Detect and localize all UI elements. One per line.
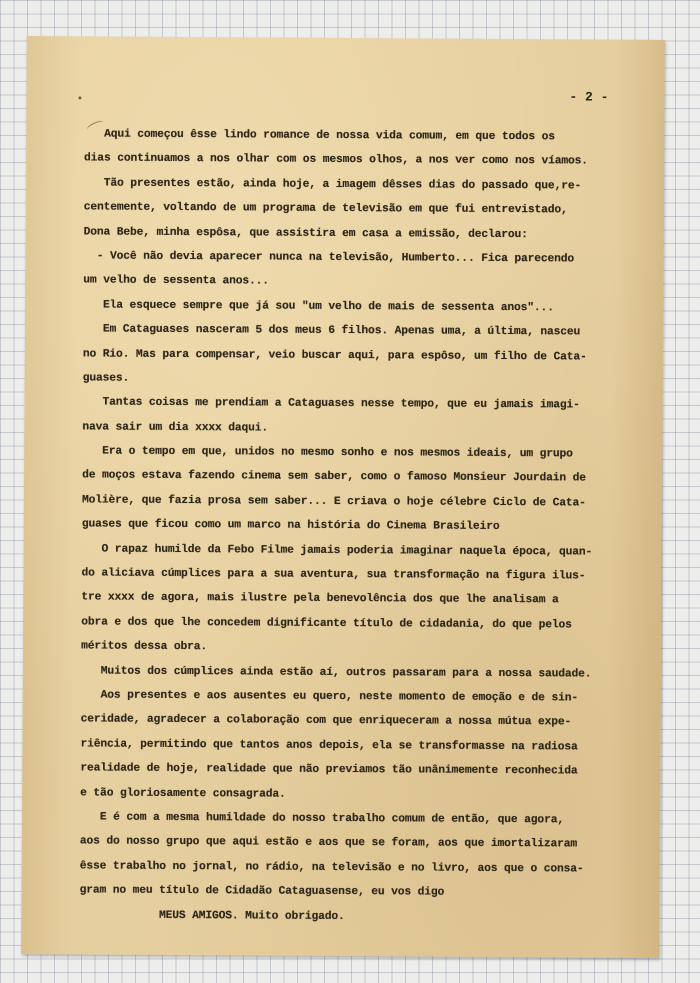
text-line: riência, permitindo que tantos anos depois, ela se transformasse na radiosa: [80, 738, 578, 754]
text-line: Dona Bebe, minha espôsa, que assistira em casa a emissão, declarou:: [83, 225, 528, 241]
text-line: MEUS AMIGOS. Muito obrigado.: [79, 908, 345, 923]
text-line: dias continuamos a nos olhar com os mesmos olhos, a nos ver como nos víamos.: [84, 152, 588, 168]
text-line: realidade de hoje, realidade que não previamos tão unânimemente reconhecida: [80, 762, 578, 778]
text-line: obra e dos que lhe concedem dignificante título de cidadania, do que pelos: [81, 616, 572, 632]
letter-body: [79, 122, 664, 930]
text-line: E é com a mesma humildade do nosso trabalho comum de então, que agora,: [80, 811, 565, 827]
text-line: um velho de sessenta anos...: [83, 274, 269, 288]
text-line: Ela esquece sempre que já sou "um velho de mais de sessenta anos"...: [83, 299, 554, 315]
text-line: e tão gloriosamente consagrada.: [80, 786, 286, 801]
typewritten-page: [21, 36, 665, 958]
text-line: ceridade, agradecer a colaboração com que enriqueceram a nossa mútua expe-: [80, 713, 572, 729]
text-line: Tantas coisas me prendiam a Cataguases nesse tempo, que eu jamais imagi-: [82, 396, 580, 412]
text-line: aos do nosso grupo que aqui estão e aos que se foram, aos que imortalizaram: [79, 835, 578, 851]
text-line: gram no meu título de Cidadão Cataguasense, eu vos digo: [79, 884, 445, 899]
text-line: do aliciava cúmplices para a sua aventura, sua transformação na figura ilus-: [81, 567, 586, 583]
text-line: Era o tempo em que, unidos no mesmo sonho e nos mesmos ideais, um grupo: [82, 445, 573, 461]
text-line: Em Cataguases nasceram 5 dos meus 6 filhos. Apenas uma, a última, nasceu: [82, 323, 581, 339]
text-line: nava sair um dia xxxx daqui.: [82, 421, 269, 435]
text-line: no Rio. Mas para compensar, veio buscar aqui, para espôso, um filho de Cata-: [82, 347, 587, 364]
text-line: Muitos dos cúmplices ainda estão aí, outros passaram para a nossa saudade.: [80, 664, 592, 681]
text-line: méritos dessa obra.: [81, 640, 208, 654]
text-line: O rapaz humilde da Febo Filme jamais poderia imaginar naquela época, quan-: [81, 543, 593, 559]
text-line: Aos presentes e aos ausentes eu quero, neste momento de emoção e de sin-: [80, 689, 579, 705]
text-line: Molière, que fazia prosa sem saber... E criava o hoje célebre Ciclo de Cata-: [81, 494, 586, 510]
page-number: - 2 -: [569, 89, 609, 105]
ink-spot: [78, 96, 81, 99]
text-line: de moços estava fazendo cinema sem saber, como o famoso Monsieur Jourdain de: [82, 469, 586, 485]
text-line: êsse trabalho no jornal, no rádio, na televisão e no livro, aos que o consa-: [79, 860, 584, 876]
text-line: guases.: [82, 372, 130, 385]
text-line: Tão presentes estão, ainda hoje, a imagem dêsses dias do passado que,re-: [83, 177, 582, 193]
text-line: centemente, voltando de um programa de televisão em que fui entrevistado,: [83, 201, 568, 217]
text-line: - Você não devia aparecer nunca na televisão, Humberto... Fica parecendo: [83, 250, 575, 266]
text-line: tre xxxx de agora, mais ilustre pela benevolência dos que lhe analisam a: [81, 591, 559, 607]
text-line: Aqui começou êsse lindo romance de nossa vida comum, em que todos os: [84, 128, 555, 144]
text-line: guases que ficou como um marco na história do Cinema Brasileiro: [81, 518, 500, 534]
